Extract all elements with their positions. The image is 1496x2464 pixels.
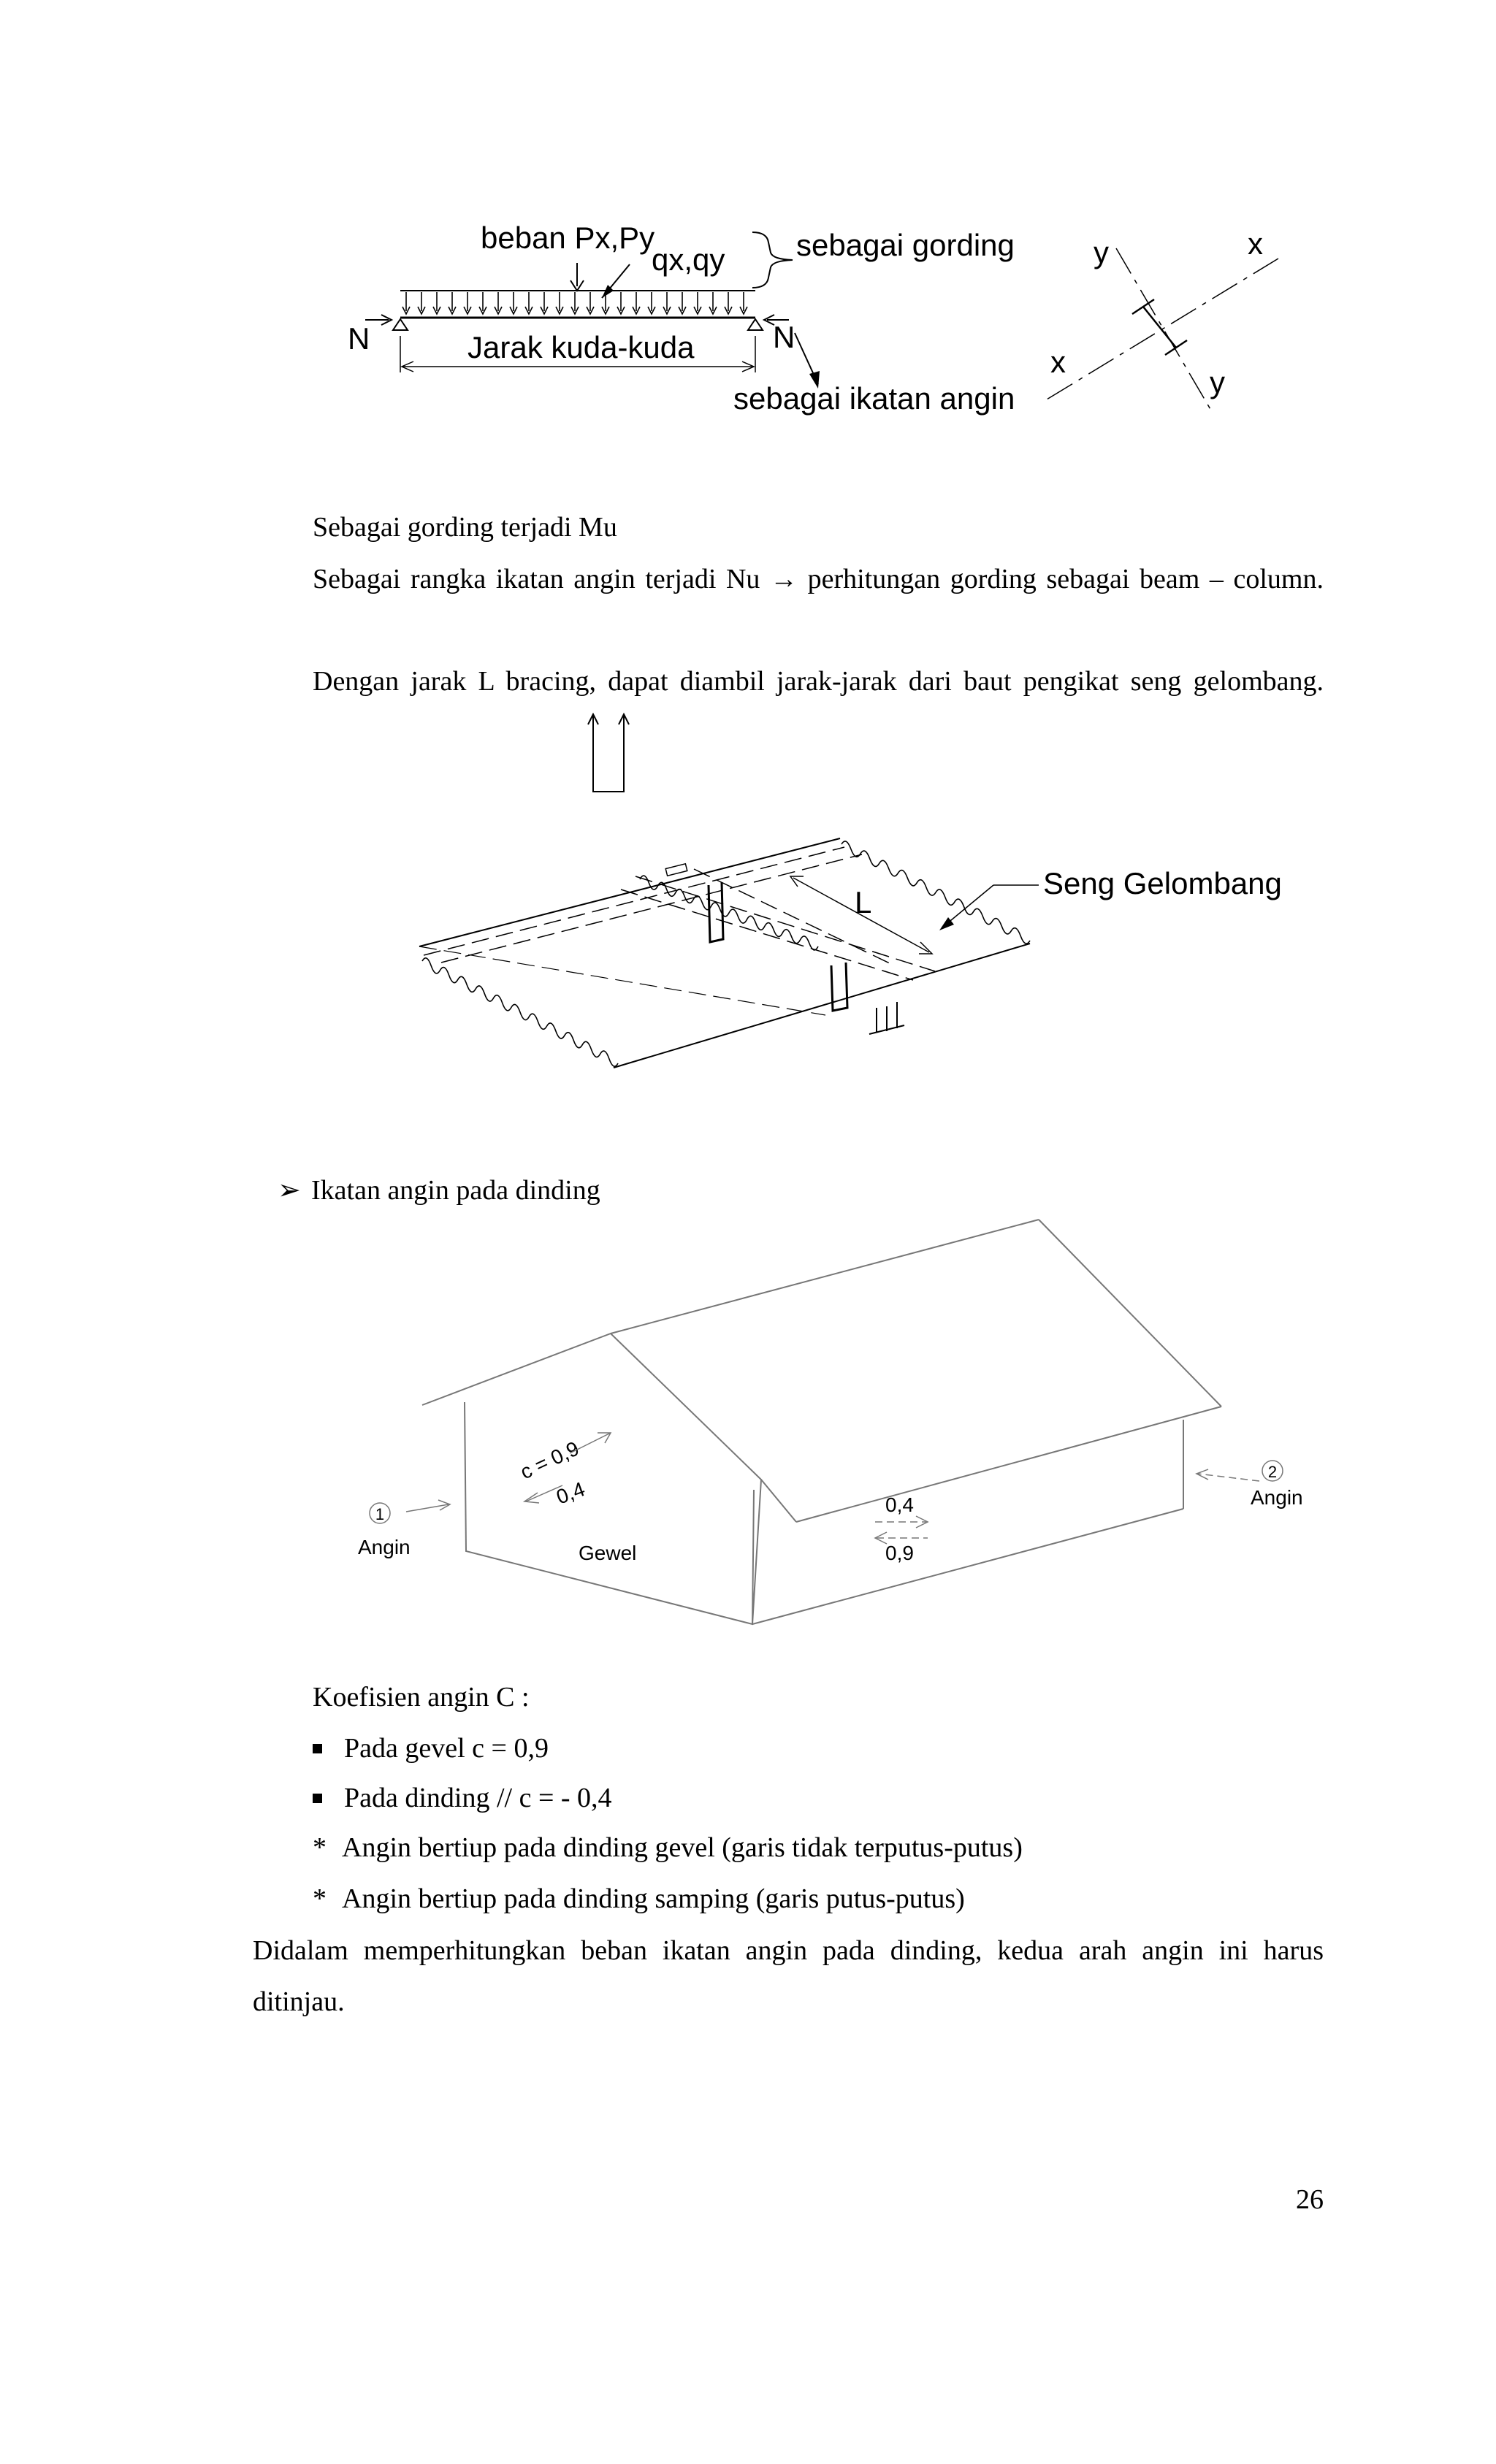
wind2-label: Angin (1251, 1486, 1303, 1509)
n-right-label: N (773, 320, 795, 354)
gording-mu-line: Sebagai gording terjadi Mu (313, 512, 617, 543)
asterisk-icon: * (313, 1832, 327, 1863)
seng-gelombang-label: Seng Gelombang (1043, 866, 1282, 900)
n-left-label: N (348, 321, 370, 356)
axis-x-top: x (1248, 226, 1263, 261)
bullet-dinding (313, 1782, 612, 1814)
square-bullet-icon (313, 1744, 322, 1753)
side-09-label: 0,9 (885, 1542, 914, 1564)
axis-x-bottom: x (1050, 345, 1066, 379)
star-note-samping (313, 1883, 965, 1915)
side-04-label: 0,4 (885, 1493, 914, 1516)
c-09-label: c = 0,9 (516, 1436, 583, 1484)
page-number: 26 (1296, 2184, 1324, 2215)
koefisien-title: Koefisien angin C : (313, 1682, 530, 1713)
axis-y-top: y (1094, 235, 1109, 269)
gording-label: sebagai gording (796, 228, 1015, 262)
bracing-nu-paragraph: Sebagai rangka ikatan angin terjadi Nu → perhitungan gording sebagai beam – column. (313, 564, 1324, 594)
house-wind-diagram (0, 1198, 1496, 1650)
star-note-gevel (313, 1832, 1023, 1864)
section-heading-text: Ikatan angin pada dinding (311, 1175, 600, 1206)
star-note-samping-text: Angin bertiup pada dinding samping (garis putus-putus) (342, 1883, 965, 1914)
l-dimension-label: L (855, 885, 872, 919)
star-note-gevel-text: Angin bertiup pada dinding gevel (garis tidak terputus-putus) (342, 1832, 1023, 1863)
distributed-load-label: qx,qy (652, 242, 725, 277)
span-label: Jarak kuda-kuda (468, 330, 695, 364)
wind1-number: 1 (375, 1505, 385, 1523)
final-paragraph: Didalam memperhitungkan beban ikatan angin pada dinding, kedua arah angin ini harus ditinjau. (253, 1935, 1324, 2017)
gewel-04-label: 0,4 (553, 1477, 588, 1509)
bracing-distance-paragraph: Dengan jarak L bracing, dapat diambil jarak-jarak dari baut pengikat seng gelombang. (313, 666, 1324, 697)
arrow-bullet-icon: ➢ (278, 1175, 301, 1206)
load-label: beban Px,Py (481, 221, 655, 255)
axis-y-bottom: y (1210, 365, 1225, 399)
bullet-gevel (313, 1732, 549, 1764)
wind2-number: 2 (1267, 1463, 1278, 1481)
bullet-gevel-text: Pada gevel c = 0,9 (344, 1733, 549, 1764)
bracing-label: sebagai ikatan angin (733, 381, 1015, 416)
corrugated-sheet-diagram (0, 701, 1496, 1110)
asterisk-icon: * (313, 1883, 327, 1914)
gewel-label: Gewel (579, 1542, 637, 1564)
bullet-dinding-text: Pada dinding // c = - 0,4 (344, 1783, 612, 1813)
square-bullet-icon (313, 1794, 322, 1803)
wind1-label: Angin (358, 1536, 411, 1558)
